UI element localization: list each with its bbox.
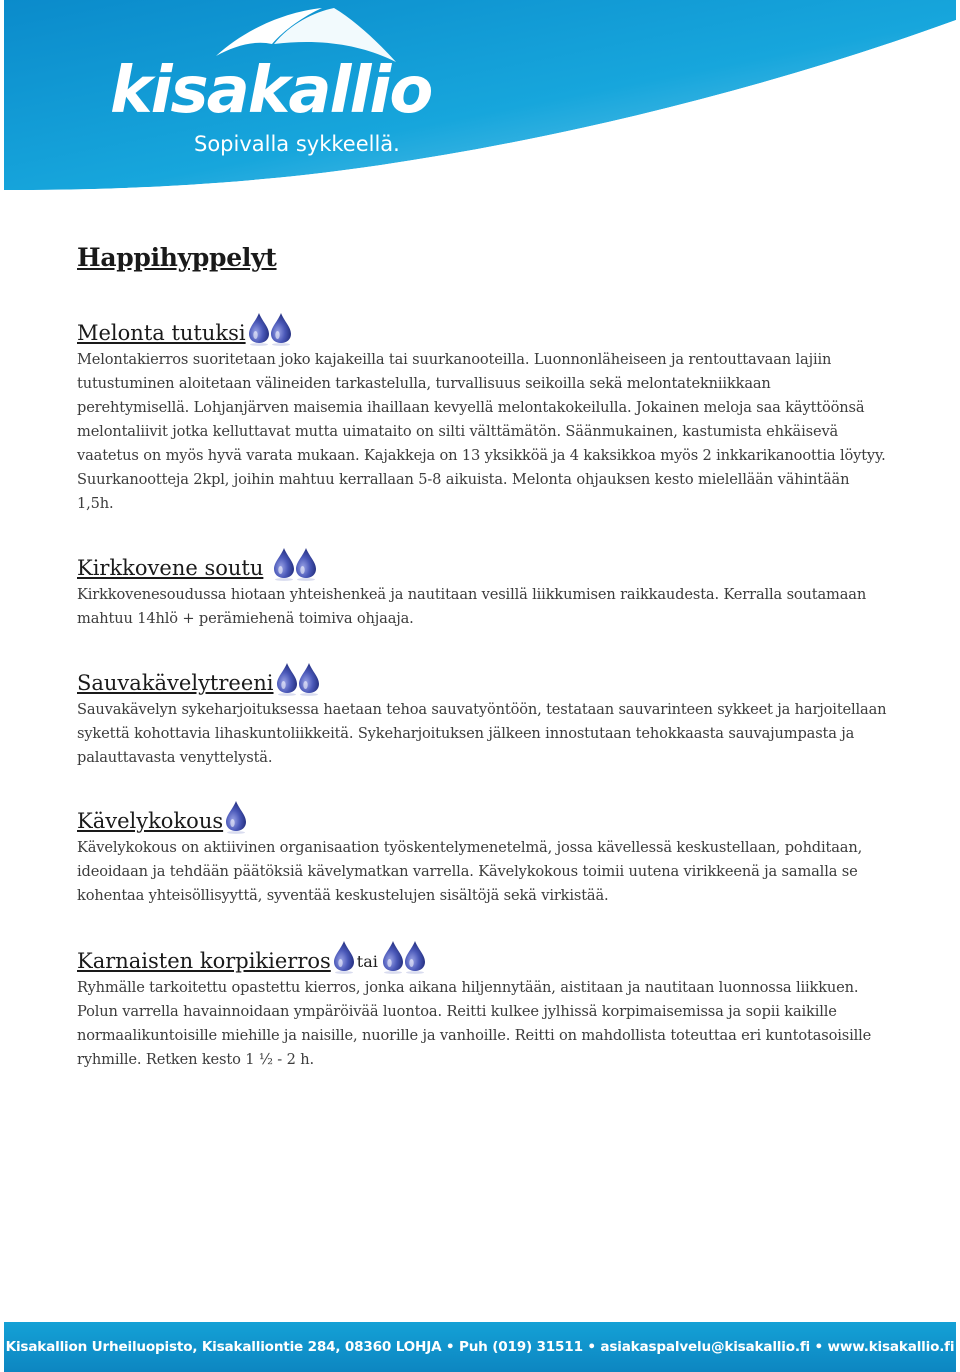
section-heading [77, 310, 887, 346]
section-karnaisten-korpikierros [77, 938, 887, 1072]
difficulty-drops [333, 940, 355, 974]
section-heading [77, 660, 887, 696]
header-banner [4, 0, 956, 200]
page-title: Happihyppelyt [77, 243, 277, 272]
water-drop-icon [248, 312, 270, 346]
section-heading [77, 798, 887, 834]
water-drop-icon [273, 547, 295, 581]
difficulty-drops [248, 312, 292, 346]
difficulty-drops [273, 547, 317, 581]
water-drop-icon [298, 662, 320, 696]
logo-tagline: Sopivalla sykkeellä. [194, 132, 400, 156]
main-content [77, 240, 887, 1068]
section-kirkkovene-soutu [77, 545, 887, 631]
section-title: Kävelykokous [77, 809, 224, 833]
water-drop-icon [404, 940, 426, 974]
difficulty-drops [276, 662, 320, 696]
water-drop-icon [270, 312, 292, 346]
section-sauvakavelytreeni [77, 660, 887, 770]
section-kavelykokous [77, 798, 887, 908]
section-body: Kirkkovenesoudussa hiotaan yhteishenkeä ja nautitaan vesillä liikkumisen raikkaudesta. Kerralla soutamaan mahtuu 14hlö + perämiehenä toimiva ohjaaja. [77, 586, 867, 627]
water-drop-icon [225, 800, 247, 834]
water-drop-icon [382, 940, 404, 974]
section-title: Sauvakävelytreeni [77, 671, 274, 695]
difficulty-drops-alt [382, 940, 426, 974]
footer-bar [4, 1322, 956, 1372]
section-title: Karnaisten korpikierros [77, 949, 331, 973]
water-drop-icon [333, 940, 355, 974]
section-body: Sauvakävelyn sykeharjoituksessa haetaan tehoa sauvatyöntöön, testataan sauvarinteen sykkeet ja harjoitellaan sykettä kohottavia lihaskuntoliikkeitä. Sykeharjoituksen jälkeen innostutaan tehokkaasta sauvajumpasta ja palauttavasta venyttelystä. [77, 701, 887, 766]
section-heading [77, 545, 887, 581]
water-drop-icon [276, 662, 298, 696]
section-title-suffix: tai [356, 952, 378, 971]
logo-wordmark: kisakallio [110, 54, 432, 128]
section-body: Melontakierros suoritetaan joko kajakeilla tai suurkanooteilla. Luonnonläheiseen ja rentouttavaan lajiin tutustuminen aloitetaan välineiden tarkastelulla, turvallisuus seikoilla sekä melontatekniikkaan perehtymisellä. Lohjanjärven maisemia ihaillaan kevyellä melontakokeilulla. Jokainen meloja saa käyttöönsä melontaliivit jotka kelluttavat mutta uimataito on silti välttämätön. Säänmukainen, kastumista ehkäisevä vaatetus on myös hyvä varata mukaan. Kajakkeja on 13 yksikköä ja 4 kaksikkoa myös 2 inkkarikanoottia löytyy. Suurkanootteja 2kpl, joihin mahtuu kerrallaan 5-8 aikuista. Melonta ohjauksen kesto mielellään vähintään 1,5h. [77, 351, 886, 512]
section-body: Kävelykokous on aktiivinen organisaation työskentelymenetelmä, jossa kävellessä keskustellaan, pohditaan, ideoidaan ja tehdään päätöksiä kävelymatkan varrella. Kävelykokous toimii uutena virikkeenä ja samalla se kohentaa yhteisöllisyyttä, syventää keskustelujen sisältöjä sekä virkistää. [77, 839, 863, 904]
section-body: Ryhmälle tarkoitettu opastettu kierros, jonka aikana hiljennytään, aistitaan ja nautitaan luonnossa liikkuen. Polun varrella havainnoidaan ympäröivää luontoa. Reitti kulkee jylhissä korpimaisemissa ja sopii kaikille normaalikuntoisille miehille ja naisille, nuorille ja vanhoille. Reitti on mahdollista toteuttaa eri kuntotasoisille ryhmille. Retken kesto 1 ½ - 2 h. [77, 979, 872, 1068]
water-drop-icon [295, 547, 317, 581]
difficulty-drops [225, 800, 247, 834]
section-melonta-tutuksi [77, 310, 887, 516]
section-title: Melonta tutuksi [77, 321, 246, 345]
footer-contact: Kisakallion Urheiluopisto, Kisakalliontie 284, 08360 LOHJA • Puh (019) 31511 • asiakaspalvelu@kisakallio.fi • www.kisakallio.fi [5, 1339, 955, 1355]
section-title: Kirkkovene soutu [77, 556, 264, 580]
section-heading [77, 938, 887, 974]
